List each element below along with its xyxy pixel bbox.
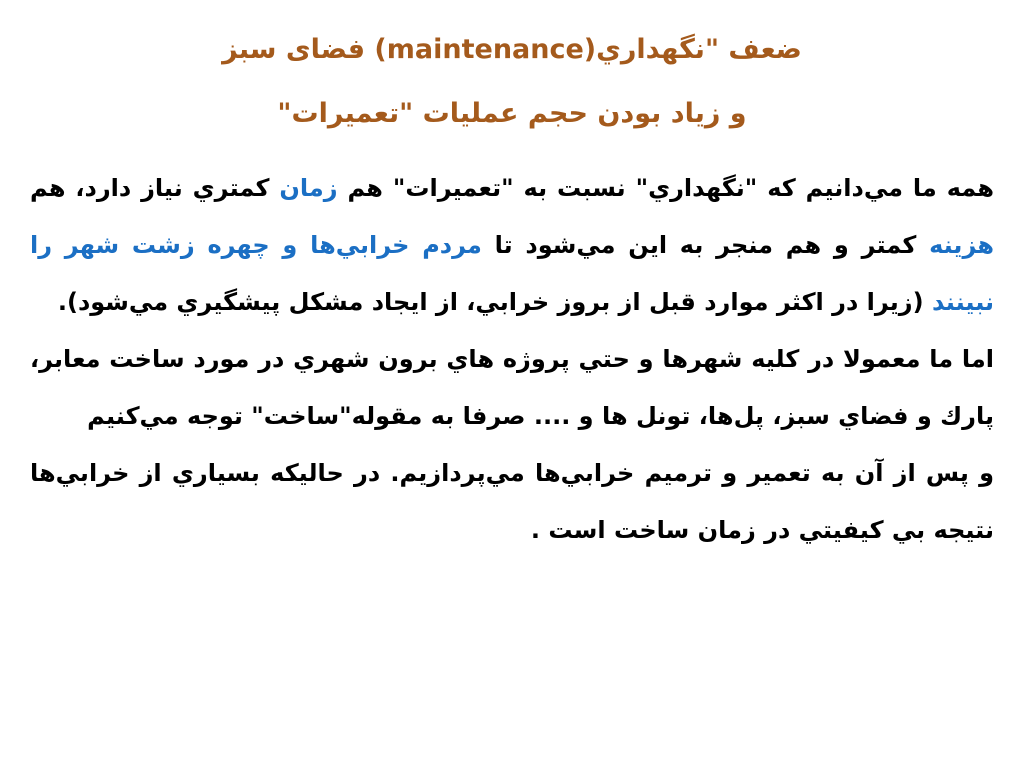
paragraph-1-text-2: كمتري نياز دارد، هم [30,174,280,202]
paragraph-1-text-3: كمتر و هم منجر به اين مي‌شود تا [481,231,930,259]
highlight-cost: هزينه [929,231,995,259]
paragraph-1-text-4: (زيرا در اكثر موارد قبل از بروز خرابي، از ايجاد مشكل پيشگيري مي‌شود). [57,288,932,316]
slide-title [60,18,964,146]
paragraph-maintenance-benefits [30,160,994,331]
highlight-people-damage: مردم خرابي‌ها و چهره زشت شهر را نبينند [30,231,994,316]
highlight-time: زمان [279,174,338,202]
slide-body [30,160,994,559]
title-line-1: ضعف "نگهداري(maintenance) فضای سبز [222,34,802,65]
paragraph-construction-focus: اما ما معمولا در كليه شهرها و حتي پروژه هاي برون شهري در مورد ساخت معابر، پارك و فضاي سبز، پل‌ها، تونل ها و .... صرفا به مقوله"ساخت" توجه مي‌كنيم [30,345,994,430]
paragraph-repair-quality: و پس از آن به تعمير و ترميم خرابي‌ها مي‌پردازيم. در حاليكه بسياري از خرابي‌ها نتيجه بي كيفيتي در زمان ساخت است . [30,459,994,544]
paragraph-1-text-1: همه ما مي‌دانيم كه "نگهداري" نسبت به "تعميرات" هم [337,174,994,202]
title-line-2: و زیاد بودن حجم عملیات "تعمیرات" [277,98,747,129]
